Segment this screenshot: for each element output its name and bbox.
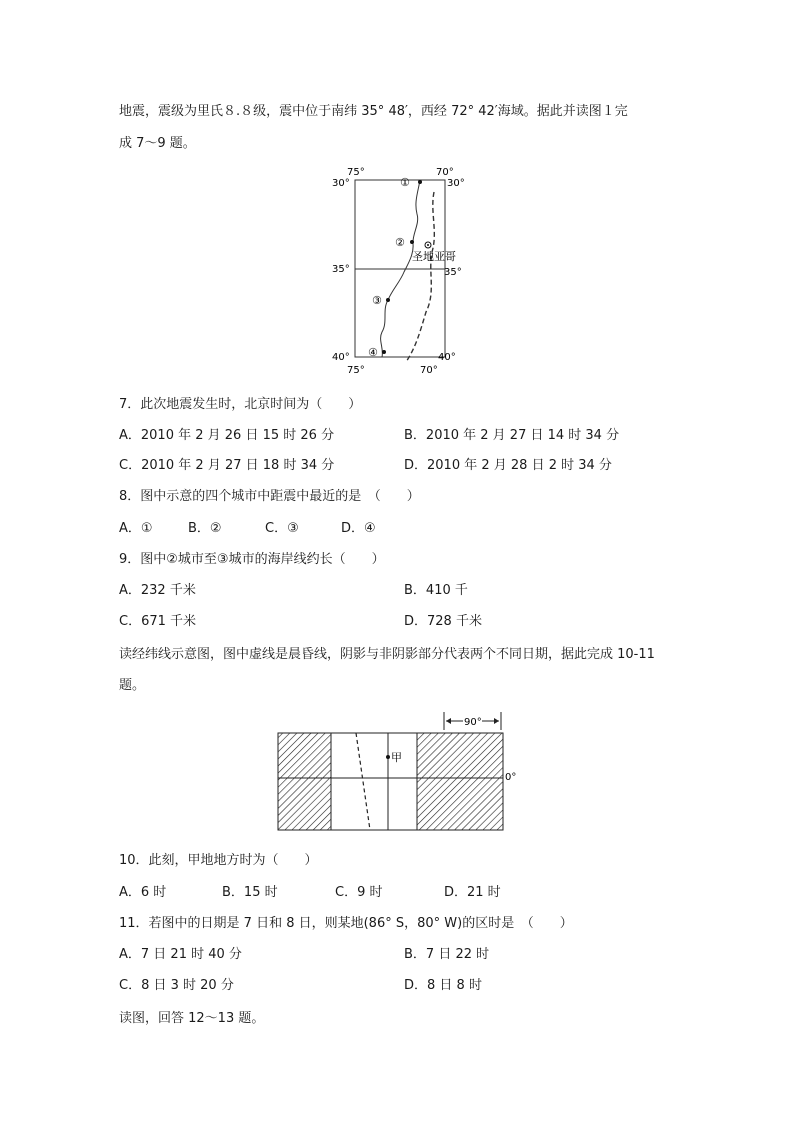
santiago-label: 圣地亚哥 <box>412 250 456 263</box>
lat-label-30-left: 30° <box>332 178 350 189</box>
span-label: 90° <box>464 717 482 728</box>
city-4-label: ④ <box>368 346 378 359</box>
city-2-label: ② <box>395 236 405 249</box>
q8-option-b[interactable]: B．② <box>188 521 222 536</box>
lat-label-35-left: 35° <box>332 264 350 275</box>
lat-label-40-left: 40° <box>332 352 350 363</box>
q7-option-b[interactable]: B．2010 年 2 月 27 日 14 时 34 分 <box>404 428 620 443</box>
intro-line-1: 地震，震级为里氏８.８级，震中位于南纬 35° 48′，西经 72° 42′海域。据此并读图１完 <box>119 104 628 119</box>
city-4-dot <box>382 350 386 354</box>
chile-map-figure <box>330 162 470 377</box>
terminator-line <box>356 733 370 830</box>
q8-stem: 8．图中示意的四个城市中距震中最近的是 （ ） <box>119 489 420 504</box>
q10-option-b[interactable]: B．15 时 <box>222 885 278 900</box>
passage2-line-1: 读经纬线示意图，图中虚线是晨昏线，阴影与非阴影部分代表两个不同日期，据此完成 10-11 <box>119 647 655 662</box>
point-jia-label: 甲 <box>391 751 402 764</box>
lat-label-30-right: 30° <box>447 178 465 189</box>
lat-label-40-right: 40° <box>438 352 456 363</box>
q9-option-d[interactable]: D．728 千米 <box>404 614 482 629</box>
city-3-dot <box>386 298 390 302</box>
q9-stem: 9．图中②城市至③城市的海岸线约长（ ） <box>119 552 385 567</box>
q11-option-b[interactable]: B．7 日 22 时 <box>404 947 490 962</box>
q9-option-a[interactable]: A．232 千米 <box>119 583 196 598</box>
city-1-label: ① <box>400 176 410 189</box>
q10-option-a[interactable]: A．6 时 <box>119 885 167 900</box>
q7-option-d[interactable]: D．2010 年 2 月 28 日 2 时 34 分 <box>404 458 612 473</box>
q7-option-a[interactable]: A．2010 年 2 月 26 日 15 时 26 分 <box>119 428 335 443</box>
city-2-dot <box>410 240 414 244</box>
point-jia <box>386 755 390 759</box>
lat-label-35-right: 35° <box>444 267 462 278</box>
shaded-region-left <box>278 733 331 830</box>
q11-option-d[interactable]: D．8 日 8 时 <box>404 978 482 993</box>
lon-label-70-top: 70° <box>436 167 454 178</box>
q8-option-c[interactable]: C．③ <box>265 521 299 536</box>
city-3-label: ③ <box>372 294 382 307</box>
intro-line-2: 成 7～9 题。 <box>119 136 196 151</box>
lon-label-70-bottom: 70° <box>420 365 438 376</box>
equator-label: 0° <box>505 772 517 783</box>
q10-stem: 10．此刻，甲地地方时为（ ） <box>119 853 318 868</box>
outro-line: 读图，回答 12～13 题。 <box>119 1011 265 1026</box>
q9-option-b[interactable]: B．410 千 <box>404 583 468 598</box>
q7-stem: 7．此次地震发生时，北京时间为（ ） <box>119 397 362 412</box>
q8-option-a[interactable]: A．① <box>119 521 153 536</box>
q7-option-c[interactable]: C．2010 年 2 月 27 日 18 时 34 分 <box>119 458 335 473</box>
q10-option-c[interactable]: C．9 时 <box>335 885 383 900</box>
q11-option-a[interactable]: A．7 日 21 时 40 分 <box>119 947 242 962</box>
q10-option-d[interactable]: D．21 时 <box>444 885 501 900</box>
q8-option-d[interactable]: D．④ <box>341 521 376 536</box>
lon-label-75-top: 75° <box>347 167 365 178</box>
q9-option-c[interactable]: C．671 千米 <box>119 614 197 629</box>
q11-option-c[interactable]: C．8 日 3 时 20 分 <box>119 978 234 993</box>
border-line <box>406 192 434 362</box>
lon-label-75-bottom: 75° <box>347 365 365 376</box>
city-1-dot <box>418 180 422 184</box>
passage2-line-2: 题。 <box>119 678 146 693</box>
grid-map-figure <box>270 710 530 835</box>
q11-stem: 11．若图中的日期是 7 日和 8 日，则某地(86° S，80° W)的区时是 （ ） <box>119 916 573 931</box>
shaded-region-right <box>417 733 503 830</box>
